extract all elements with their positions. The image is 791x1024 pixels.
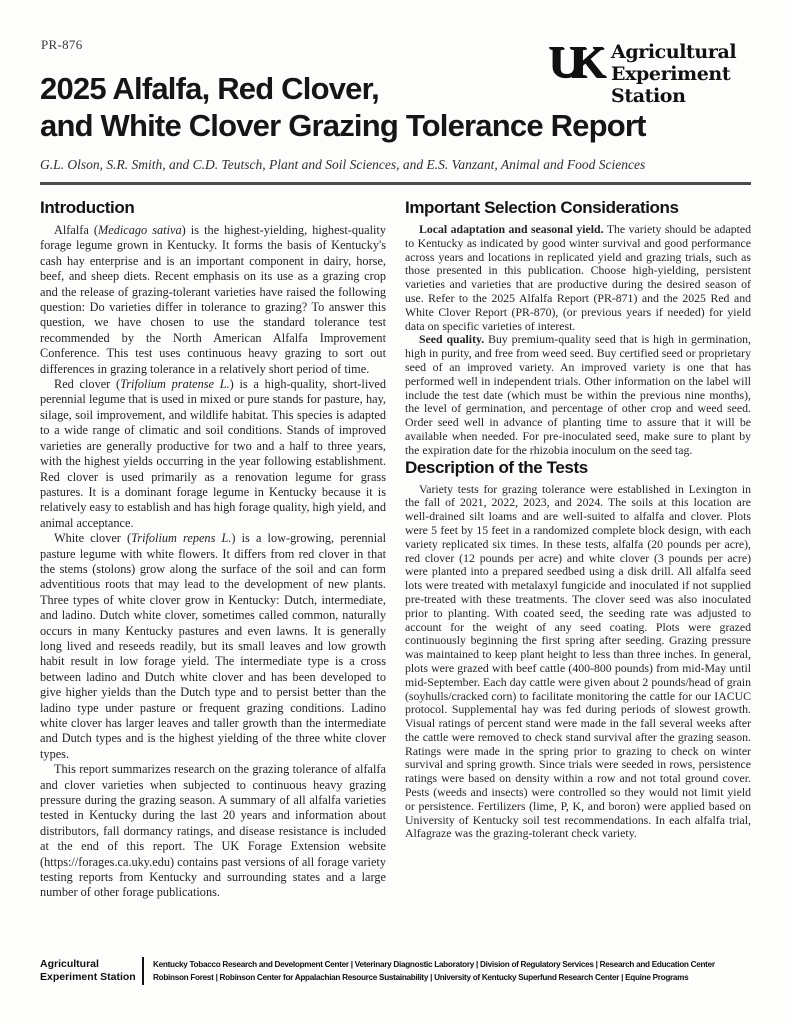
selection-considerations-heading: Important Selection Considerations [405,198,679,217]
species-name: Trifolium pratense L. [120,377,230,392]
paragraph-test-description: Variety tests for grazing tolerance were established in Lexington in the fall of 2021, 2022, 2023, and 2024. The soils at this location are well-drained silt loams and are well-suited to alfalfa and clover. Plots were 5 feet by 15 feet in a randomized complete block design, with each variety replicated six times. In these tests, alfalfa (20 pounds per acre), red clover (12 pounds per acre) and white clover (3 pounds per acre) were planted into a prepared seedbed using a disk drill. All alfalfa seed lots were treated with metalaxyl fungicide and inoculated if not supplied pre-treated with these treatments. The clover seed was also inoculated prior to planting. With coated seed, the seeding rate was adjusted to account for the weight of any seed coating. Plots were grazed continuously beginning the first spring after seeding. Grazing pressure was maintained to keep plant height to less than three inches. In general, plots were grazed with beef cattle (400-800 pounds) from mid-May until mid-September. Each day cattle were given about 2 pounds/head of grain (soyhulls/cracked corn) to facilitate monitoring the cattle for our IACUC protocol. Supplemental hay was fed during periods of slowest growth. Visual ratings of percent stand were made in the fall several weeks after the cattle were removed to check stand survival after the grazing season. Ratings were made in the spring prior to grazing to check on winter survival and spring growth. Since trials were seeded in rows, persistence ratings were based on density within a row and not total ground cover. Pests (weeds and insects) were controlled so they would not limit yield or persistence. Fertilizers (lime, P, K, and boron) were applied based on University of Kentucky soil test recommendations. In each alfalfa trial, Alfagraze was the grazing-tolerant check variety. [405,481,751,841]
footer-station-line1: Agricultural [40,958,99,970]
paragraph-text: This report summarizes research on the grazing tolerance of alfalfa and clover varieties when subjected to continuous heavy grazing pressure during the grazing season. A summary of all alfalfa varieties tested in Kentucky during the last 20 years and information about distributors, fall dormancy ratings, and disease resistance is included at the end of this report. The UK Forage Extension website (https://forages.ca.uky.edu) contains past versions of all forage variety testing reports from Kentucky and surrounding states and a large number of other forage publications. [40,762,386,900]
footer-centers-line2: Robinson Forest | Robinson Center for Appalachian Resource Sustainability | University of Kentucky Superfund Research Center | Equine Programs [153,972,689,982]
paragraph-lead: Local adaptation and seasonal yield. [419,222,604,236]
paragraph-text: ) is a high-quality, short-lived perennial legume that is used in mixed or pure stands for pasture, hay, silage, soil improvement, and wildlife habitat. This species is adapted to a wide range of climatic and soil conditions. Stands of improved varieties are generally productive for two and a half to three years, with the highest yields occurring in the year following establishment. Red clover is used primarily as a renovation legume for grass pastures. It is a dominant forage legume in Kentucky because it is relatively easy to establish and has high forage quality, high yield, and animal acceptance. [40,377,387,530]
header-divider [40,182,751,185]
uk-logo: UK [548,36,595,87]
paragraph-local-adaptation [405,223,751,333]
intro-paragraph-white-clover [40,531,386,762]
footer-station-name [40,958,142,984]
species-name: Medicago sativa [98,223,182,237]
paragraph-text: ) is a low-growing, perennial pasture legume with white flowers. It differs from red clover in that the stems (stolons) grow along the surface of the soil and can form adventitious roots that may lead to the development of new plants. Three types of white clover grow in Kentucky: Dutch, intermediate, and ladino. Dutch white clover, sometimes called common, naturally occurs in many Kentucky pastures and even lawns. It is generally long lived and reseeds readily, but its small leaves and low growth habit result in low forage yield. The intermediate type is a cross between ladino and Dutch white clover and has been developed to give higher yields than the Dutch type and to persist better than the ladino type under pasture or frequent grazing conditions. Ladino white clover has larger leaves and taller growth than the intermediate and Dutch types and is the highest yielding of the three white clover types. [40,531,387,761]
publication-number: PR-876 [41,37,83,52]
intro-paragraph-alfalfa [40,223,386,377]
paragraph-seed-quality [405,333,751,457]
paragraph-text: Alfalfa ( [54,223,98,237]
right-column [405,198,751,841]
footer-station-line2: Experiment Station [40,971,136,983]
paragraph-lead: Seed quality. [419,332,485,347]
report-title-line1: 2025 Alfalfa, Red Clover, [40,71,379,106]
report-title-line2: and White Clover Grazing Tolerance Report [40,108,646,143]
paragraph-text: ) is the highest-yielding, highest-quality forage legume grown in Kentucky. It forms the basis of Kentucky's cash hay enterprise and is an important component in dairy, horse, beef, and sheep diets. Recent emphasis on its use as a grazing crop and the release of grazing-tolerant varieties have raised the following question: Do varieties differ in tolerance to grazing? To answer this question, we have chosen to use the standard tolerance test recommended by the North American Alfalfa Improvement Conference. This test uses continuous heavy grazing to sort out differences in grazing tolerance in a relatively short period of time. [40,223,386,376]
station-name-line1: Agricultural [611,41,737,63]
left-column [40,198,386,901]
paragraph-text: Buy premium-quality seed that is high in germination, high in purity, and free from weed seed. Buy certified seed or proprietary seed of an improved variety. An improved variety is one that has performed well in independent trials. Other information on the label will include the test date (which must be within the previous nine months), the level of germination, and percentage of other crop and weed seed. Order seed well in advance of planting time to assure that it will be available when needed. For pre-inoculated seed, make sure to plant by the expiration date for the rhizobia inoculum on the seed tag. [405,332,751,457]
byline: G.L. Olson, S.R. Smith, and C.D. Teutsch, Plant and Soil Sciences, and E.S. Vanzant, Animal and Food Sciences [40,157,646,172]
footer-divider [142,957,144,985]
species-name: Trifolium repens L. [131,531,232,546]
introduction-heading: Introduction [40,198,135,217]
description-of-tests-heading: Description of the Tests [405,457,588,477]
paragraph-text: The variety should be adapted to Kentucky as indicated by good winter survival and good performance across years and locations in replicated yield and grazing trials, such as those presented in this publication. Choose high-yielding, persistent varieties and varieties that are productive during the desired season of use. Refer to the 2025 Alfalfa Report (PR-871) and the 2025 Red and White Clover Report (PR-870), (or previous years if needed) for yield data on specific varieties of interest. [405,222,752,333]
intro-paragraph-red-clover [40,377,386,531]
paragraph-text: Red clover ( [54,377,121,392]
footer-centers-list [153,958,715,984]
paragraph-text: White clover ( [54,531,132,546]
station-name-line2: Experiment Station [611,63,731,107]
intro-paragraph-summary [40,762,386,901]
footer-centers-line1: Kentucky Tobacco Research and Development Center | Veterinary Diagnostic Laboratory | Division of Regulatory Services | Research and Education Center [153,959,715,969]
report-title [40,70,646,144]
page-footer [40,957,751,985]
